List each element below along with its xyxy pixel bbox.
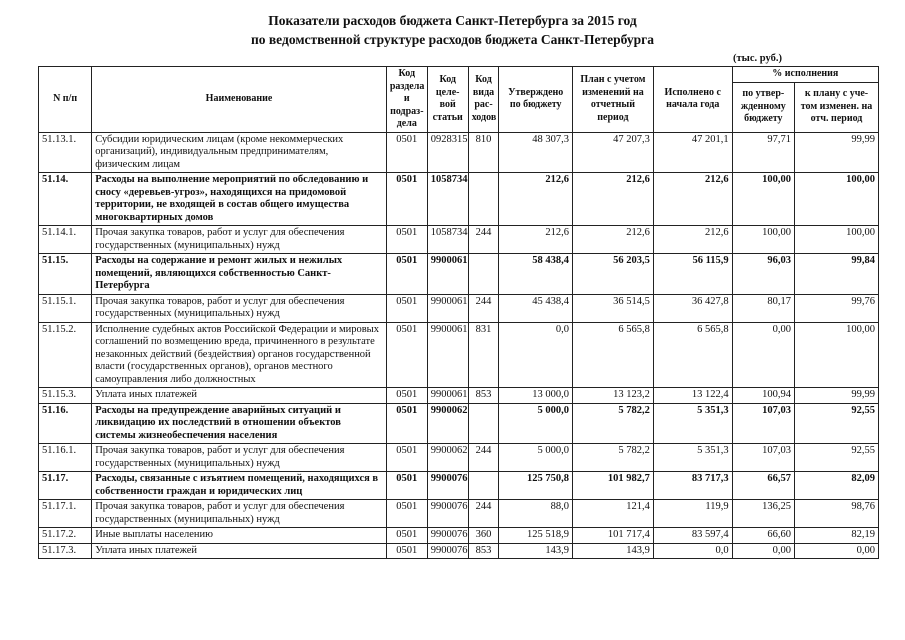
cell-num: 51.17.2. [39, 528, 92, 544]
header-code-section: Код раздела и подраз-дела [386, 67, 427, 133]
cell-code-type: 831 [468, 322, 499, 388]
cell-pct-approved: 0,00 [732, 322, 794, 388]
cell-name: Прочая закупка товаров, работ и услуг для обеспечения государственных (муниципальных) нужд [92, 500, 387, 528]
cell-pct-plan: 92,55 [795, 403, 879, 444]
table-row [39, 500, 879, 528]
budget-table [38, 66, 879, 559]
cell-pct-plan: 99,76 [795, 294, 879, 322]
cell-code-type [468, 254, 499, 295]
cell-approved: 143,9 [499, 543, 573, 559]
table-row [39, 173, 879, 226]
table-row [39, 543, 879, 559]
cell-plan: 56 203,5 [573, 254, 654, 295]
table-row [39, 403, 879, 444]
cell-plan: 5 782,2 [573, 403, 654, 444]
cell-pct-plan: 98,76 [795, 500, 879, 528]
cell-num: 51.16. [39, 403, 92, 444]
cell-num: 51.17. [39, 472, 92, 500]
cell-pct-plan: 82,09 [795, 472, 879, 500]
cell-executed: 6 565,8 [653, 322, 732, 388]
cell-approved: 88,0 [499, 500, 573, 528]
cell-num: 51.15.2. [39, 322, 92, 388]
header-approved: Утверждено по бюджету [499, 67, 573, 133]
cell-plan: 101 717,4 [573, 528, 654, 544]
cell-pct-plan: 99,99 [795, 388, 879, 404]
cell-num: 51.17.3. [39, 543, 92, 559]
cell-code-type: 244 [468, 444, 499, 472]
cell-num: 51.13.1. [39, 132, 92, 173]
cell-plan: 13 123,2 [573, 388, 654, 404]
cell-code-section: 0501 [386, 226, 427, 254]
table-row [39, 294, 879, 322]
cell-code-type [468, 472, 499, 500]
cell-approved: 212,6 [499, 173, 573, 226]
cell-executed: 36 427,8 [653, 294, 732, 322]
cell-pct-approved: 100,00 [732, 226, 794, 254]
cell-code-type: 810 [468, 132, 499, 173]
cell-name: Расходы на выполнение мероприятий по обследованию и сносу «деревьев-угроз», находящихся на придомовой территории, не входящей в состав общего имущества многоквартирных домов [92, 173, 387, 226]
cell-executed: 13 122,4 [653, 388, 732, 404]
cell-pct-approved: 80,17 [732, 294, 794, 322]
cell-code-section: 0501 [386, 254, 427, 295]
cell-executed: 83 717,3 [653, 472, 732, 500]
cell-executed: 56 115,9 [653, 254, 732, 295]
cell-approved: 5 000,0 [499, 444, 573, 472]
cell-code-target: 9900076 [427, 528, 468, 544]
cell-pct-plan: 100,00 [795, 322, 879, 388]
cell-pct-plan: 0,00 [795, 543, 879, 559]
cell-code-section: 0501 [386, 528, 427, 544]
table-row [39, 226, 879, 254]
cell-pct-approved: 66,57 [732, 472, 794, 500]
cell-executed: 5 351,3 [653, 444, 732, 472]
cell-code-target: 0928315 [427, 132, 468, 173]
cell-executed: 212,6 [653, 173, 732, 226]
cell-code-type [468, 403, 499, 444]
cell-code-section: 0501 [386, 444, 427, 472]
cell-code-section: 0501 [386, 322, 427, 388]
table-row [39, 254, 879, 295]
table-body [39, 132, 879, 559]
cell-executed: 83 597,4 [653, 528, 732, 544]
cell-plan: 212,6 [573, 173, 654, 226]
cell-name: Прочая закупка товаров, работ и услуг для обеспечения государственных (муниципальных) нужд [92, 444, 387, 472]
cell-approved: 212,6 [499, 226, 573, 254]
cell-approved: 13 000,0 [499, 388, 573, 404]
header-code-type: Код вида рас-ходов [468, 67, 499, 133]
cell-pct-approved: 66,60 [732, 528, 794, 544]
cell-pct-approved: 97,71 [732, 132, 794, 173]
cell-approved: 0,0 [499, 322, 573, 388]
header-num: N п/п [39, 67, 92, 133]
cell-pct-approved: 107,03 [732, 403, 794, 444]
cell-code-section: 0501 [386, 543, 427, 559]
table-row [39, 444, 879, 472]
cell-plan: 6 565,8 [573, 322, 654, 388]
table-row [39, 472, 879, 500]
cell-pct-approved: 100,94 [732, 388, 794, 404]
cell-num: 51.15.1. [39, 294, 92, 322]
cell-plan: 101 982,7 [573, 472, 654, 500]
header-code-target: Код целе-вой статьи [427, 67, 468, 133]
cell-num: 51.17.1. [39, 500, 92, 528]
cell-executed: 212,6 [653, 226, 732, 254]
cell-plan: 36 514,5 [573, 294, 654, 322]
cell-code-target: 9900061 [427, 254, 468, 295]
cell-code-section: 0501 [386, 403, 427, 444]
cell-code-type: 244 [468, 500, 499, 528]
cell-name: Расходы на предупреждение аварийных ситуаций и ликвидацию их последствий в отношении объектов системы жизнеобеспечения населения [92, 403, 387, 444]
cell-approved: 45 438,4 [499, 294, 573, 322]
table-header [39, 67, 879, 133]
cell-name: Прочая закупка товаров, работ и услуг для обеспечения государственных (муниципальных) нужд [92, 294, 387, 322]
title-line-1: Показатели расходов бюджета Санкт-Петербурга за 2015 год [268, 13, 637, 28]
cell-code-section: 0501 [386, 388, 427, 404]
cell-pct-plan: 99,99 [795, 132, 879, 173]
header-percent: % исполнения [732, 67, 878, 83]
header-pct-approved: по утвер-жденному бюджету [732, 82, 794, 132]
cell-name: Уплата иных платежей [92, 388, 387, 404]
table-row [39, 528, 879, 544]
cell-pct-plan: 100,00 [795, 173, 879, 226]
header-plan: План с учетом изменений на отчетный период [573, 67, 654, 133]
cell-plan: 121,4 [573, 500, 654, 528]
cell-num: 51.14. [39, 173, 92, 226]
document-title [0, 0, 905, 49]
cell-executed: 119,9 [653, 500, 732, 528]
cell-code-type: 360 [468, 528, 499, 544]
cell-executed: 5 351,3 [653, 403, 732, 444]
cell-code-section: 0501 [386, 132, 427, 173]
cell-name: Расходы на содержание и ремонт жилых и нежилых помещений, являющихся собственностью Санкт-Петербурга [92, 254, 387, 295]
cell-pct-approved: 100,00 [732, 173, 794, 226]
cell-approved: 58 438,4 [499, 254, 573, 295]
cell-code-target: 9900076 [427, 472, 468, 500]
unit-label: (тыс. руб.) [733, 53, 782, 64]
cell-code-target: 1058734 [427, 173, 468, 226]
cell-pct-approved: 107,03 [732, 444, 794, 472]
cell-plan: 47 207,3 [573, 132, 654, 173]
cell-approved: 125 518,9 [499, 528, 573, 544]
cell-num: 51.14.1. [39, 226, 92, 254]
cell-code-target: 9900076 [427, 543, 468, 559]
cell-executed: 0,0 [653, 543, 732, 559]
cell-code-target: 9900062 [427, 403, 468, 444]
cell-code-section: 0501 [386, 173, 427, 226]
cell-name: Расходы, связанные с изъятием помещений, находящихся в собственности граждан и юридических лиц [92, 472, 387, 500]
cell-code-section: 0501 [386, 472, 427, 500]
header-executed: Исполнено с начала года [653, 67, 732, 133]
cell-num: 51.15. [39, 254, 92, 295]
cell-pct-plan: 99,84 [795, 254, 879, 295]
table-row [39, 388, 879, 404]
cell-approved: 125 750,8 [499, 472, 573, 500]
cell-plan: 143,9 [573, 543, 654, 559]
cell-name: Субсидии юридическим лицам (кроме некоммерческих организаций), индивидуальным предпринимателям, физическим лицам [92, 132, 387, 173]
cell-plan: 212,6 [573, 226, 654, 254]
cell-num: 51.16.1. [39, 444, 92, 472]
cell-name: Исполнение судебных актов Российской Федерации и мировых соглашений по возмещению вреда, причиненного в результате незаконных действий (бездействия) органов государственной власти (государственных органов), органов местного самоуправления либо должностных [92, 322, 387, 388]
table-row [39, 132, 879, 173]
cell-name: Уплата иных платежей [92, 543, 387, 559]
cell-approved: 48 307,3 [499, 132, 573, 173]
cell-code-target: 9900062 [427, 444, 468, 472]
title-line-2: по ведомственной структуре расходов бюджета Санкт-Петербурга [250, 32, 655, 47]
cell-num: 51.15.3. [39, 388, 92, 404]
cell-code-type: 853 [468, 543, 499, 559]
cell-code-target: 9900076 [427, 500, 468, 528]
cell-pct-plan: 92,55 [795, 444, 879, 472]
header-name: Наименование [92, 67, 387, 133]
cell-name: Прочая закупка товаров, работ и услуг для обеспечения государственных (муниципальных) нужд [92, 226, 387, 254]
cell-pct-approved: 136,25 [732, 500, 794, 528]
cell-name: Иные выплаты населению [92, 528, 387, 544]
cell-code-target: 9900061 [427, 322, 468, 388]
cell-approved: 5 000,0 [499, 403, 573, 444]
cell-code-section: 0501 [386, 500, 427, 528]
cell-pct-plan: 82,19 [795, 528, 879, 544]
cell-code-target: 9900061 [427, 388, 468, 404]
cell-pct-approved: 96,03 [732, 254, 794, 295]
cell-code-type: 244 [468, 226, 499, 254]
cell-code-type: 244 [468, 294, 499, 322]
cell-code-type [468, 173, 499, 226]
cell-pct-approved: 0,00 [732, 543, 794, 559]
cell-code-target: 9900061 [427, 294, 468, 322]
cell-pct-plan: 100,00 [795, 226, 879, 254]
cell-code-target: 1058734 [427, 226, 468, 254]
table-row [39, 322, 879, 388]
header-pct-plan: к плану с уче-том изменен. на отч. период [795, 82, 879, 132]
cell-plan: 5 782,2 [573, 444, 654, 472]
cell-code-section: 0501 [386, 294, 427, 322]
cell-executed: 47 201,1 [653, 132, 732, 173]
cell-code-type: 853 [468, 388, 499, 404]
